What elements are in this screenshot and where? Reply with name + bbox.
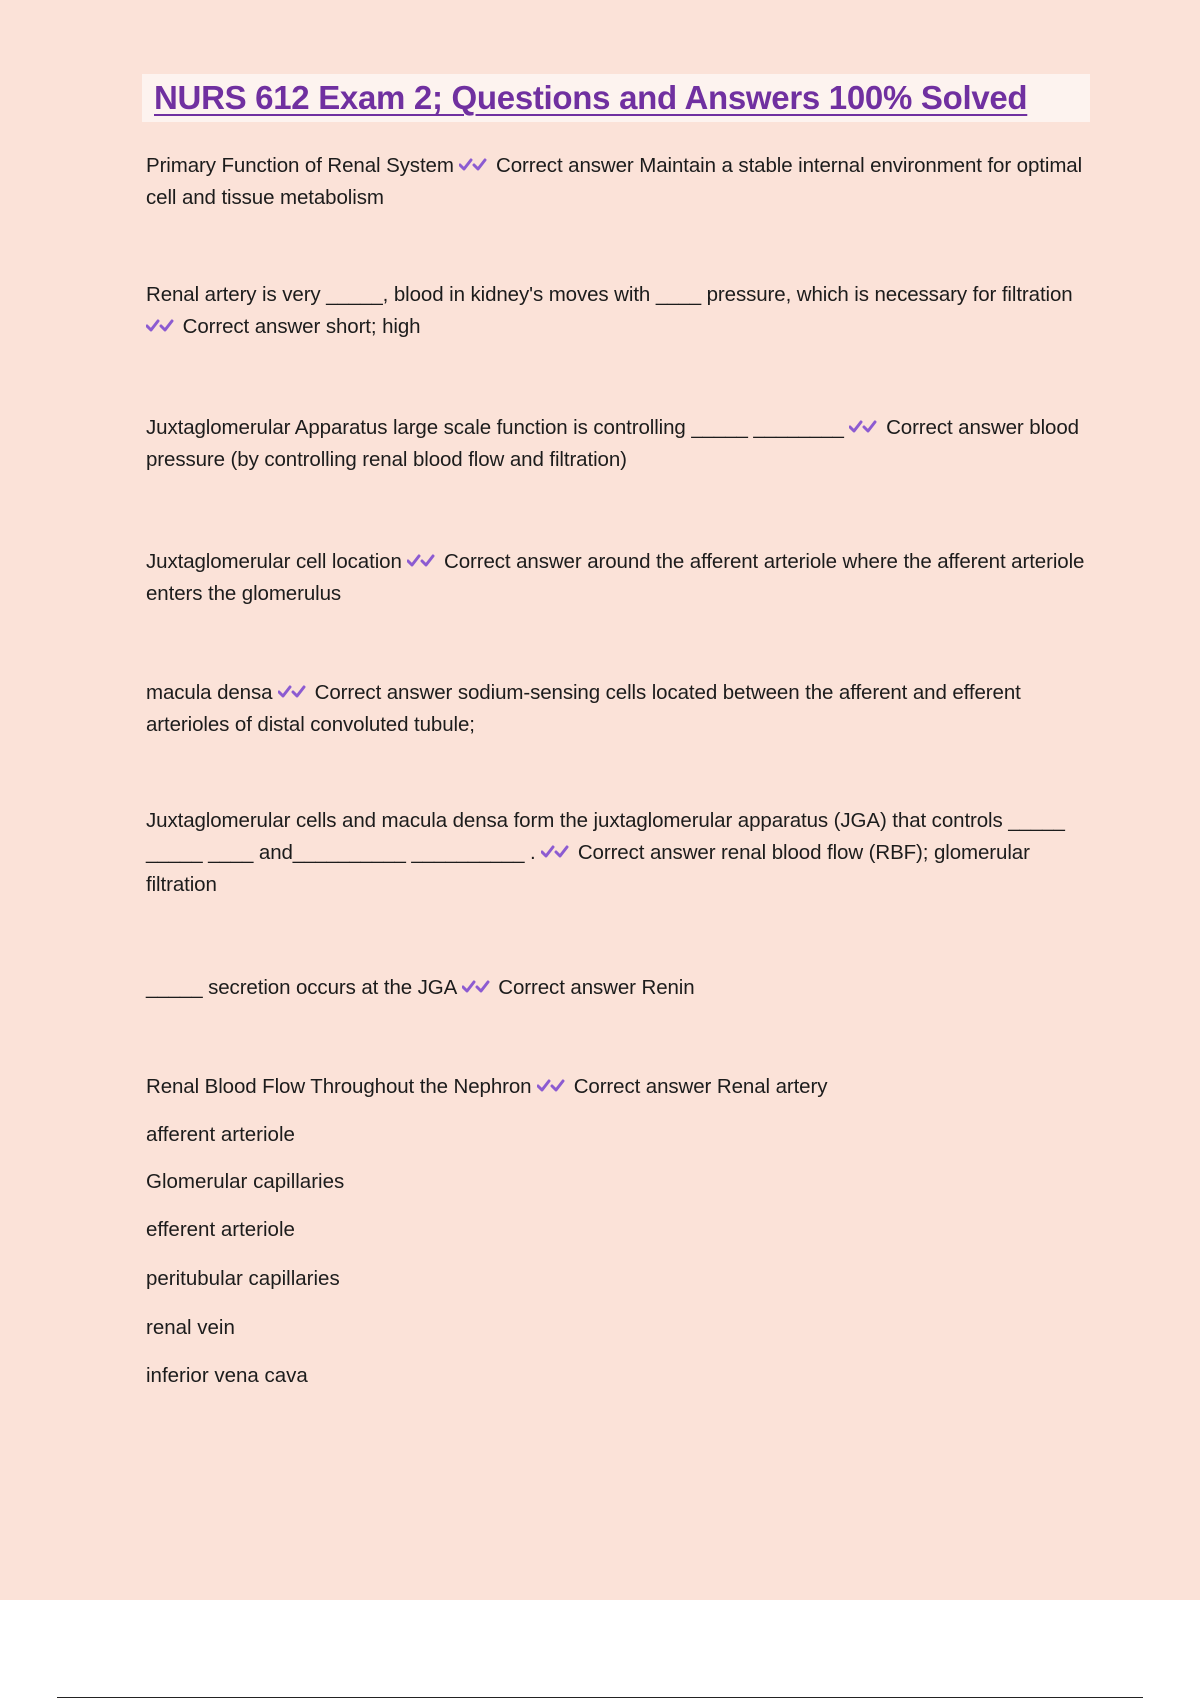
flow-step: peritubular capillaries bbox=[146, 1267, 340, 1290]
answer-text: sodium-sensing cells located between the afferent and efferent arterioles of distal convoluted tubule; bbox=[146, 681, 1021, 736]
qa-item bbox=[146, 150, 1086, 214]
flow-step: inferior vena cava bbox=[146, 1364, 308, 1387]
qa-item bbox=[146, 805, 1086, 901]
qa-item bbox=[146, 1071, 1086, 1103]
answer-text: renal blood flow (RBF); glomerular filtration bbox=[146, 841, 1030, 896]
answer-text: blood pressure (by controlling renal blood flow and filtration) bbox=[146, 416, 1079, 471]
flow-step: efferent arteriole bbox=[146, 1218, 295, 1241]
qa-item bbox=[146, 677, 1086, 741]
answer-text: Maintain a stable internal environment for optimal cell and tissue metabolism bbox=[146, 154, 1083, 209]
answer-text: around the afferent arteriole where the afferent arteriole enters the glomerulus bbox=[146, 550, 1085, 605]
question-text: macula densa bbox=[146, 681, 273, 704]
answer-prefix: Correct answer bbox=[314, 681, 453, 704]
qa-item bbox=[146, 279, 1086, 343]
double-check-icon bbox=[146, 317, 174, 335]
answer-prefix: Correct answer bbox=[496, 154, 634, 177]
question-text: Juxtaglomerular cells and macula densa form the juxtaglomerular apparatus (JGA) that controls _____ _____ ____ and__________ __________ . bbox=[146, 809, 1065, 864]
answer-prefix: Correct answer bbox=[498, 976, 636, 999]
footer-divider bbox=[57, 1697, 1143, 1698]
answer-prefix: Correct answer bbox=[573, 1075, 712, 1098]
double-check-icon bbox=[462, 978, 490, 996]
qa-item bbox=[146, 972, 1086, 1004]
answer-prefix: Correct answer bbox=[443, 550, 582, 573]
answer-prefix: Correct answer bbox=[577, 841, 716, 864]
double-check-icon bbox=[407, 552, 435, 570]
double-check-icon bbox=[541, 843, 569, 861]
question-text: _____ secretion occurs at the JGA bbox=[146, 976, 457, 999]
flow-step: afferent arteriole bbox=[146, 1123, 295, 1146]
question-text: Renal Blood Flow Throughout the Nephron bbox=[146, 1075, 532, 1098]
document-title: NURS 612 Exam 2; Questions and Answers 100% Solved bbox=[154, 79, 1028, 116]
answer-text: Renin bbox=[641, 976, 695, 999]
answer-text: short; high bbox=[325, 315, 421, 338]
answer-text: Renal artery bbox=[716, 1075, 828, 1098]
question-text: Primary Function of Renal System bbox=[146, 154, 454, 177]
flow-step: Glomerular capillaries bbox=[146, 1170, 345, 1193]
qa-item bbox=[146, 546, 1086, 610]
question-text: Juxtaglomerular Apparatus large scale function is controlling _____ ________ bbox=[146, 416, 844, 439]
double-check-icon bbox=[278, 683, 306, 701]
question-text: Juxtaglomerular cell location bbox=[146, 550, 402, 573]
question-text: Renal artery is very _____, blood in kidney's moves with ____ pressure, which is necessary for filtration bbox=[146, 283, 1073, 306]
double-check-icon bbox=[459, 156, 487, 174]
double-check-icon bbox=[537, 1077, 565, 1095]
answer-prefix: Correct answer bbox=[886, 416, 1024, 439]
answer-prefix: Correct answer bbox=[182, 315, 321, 338]
qa-item bbox=[146, 412, 1086, 476]
double-check-icon bbox=[849, 418, 877, 436]
flow-step: renal vein bbox=[146, 1316, 235, 1339]
